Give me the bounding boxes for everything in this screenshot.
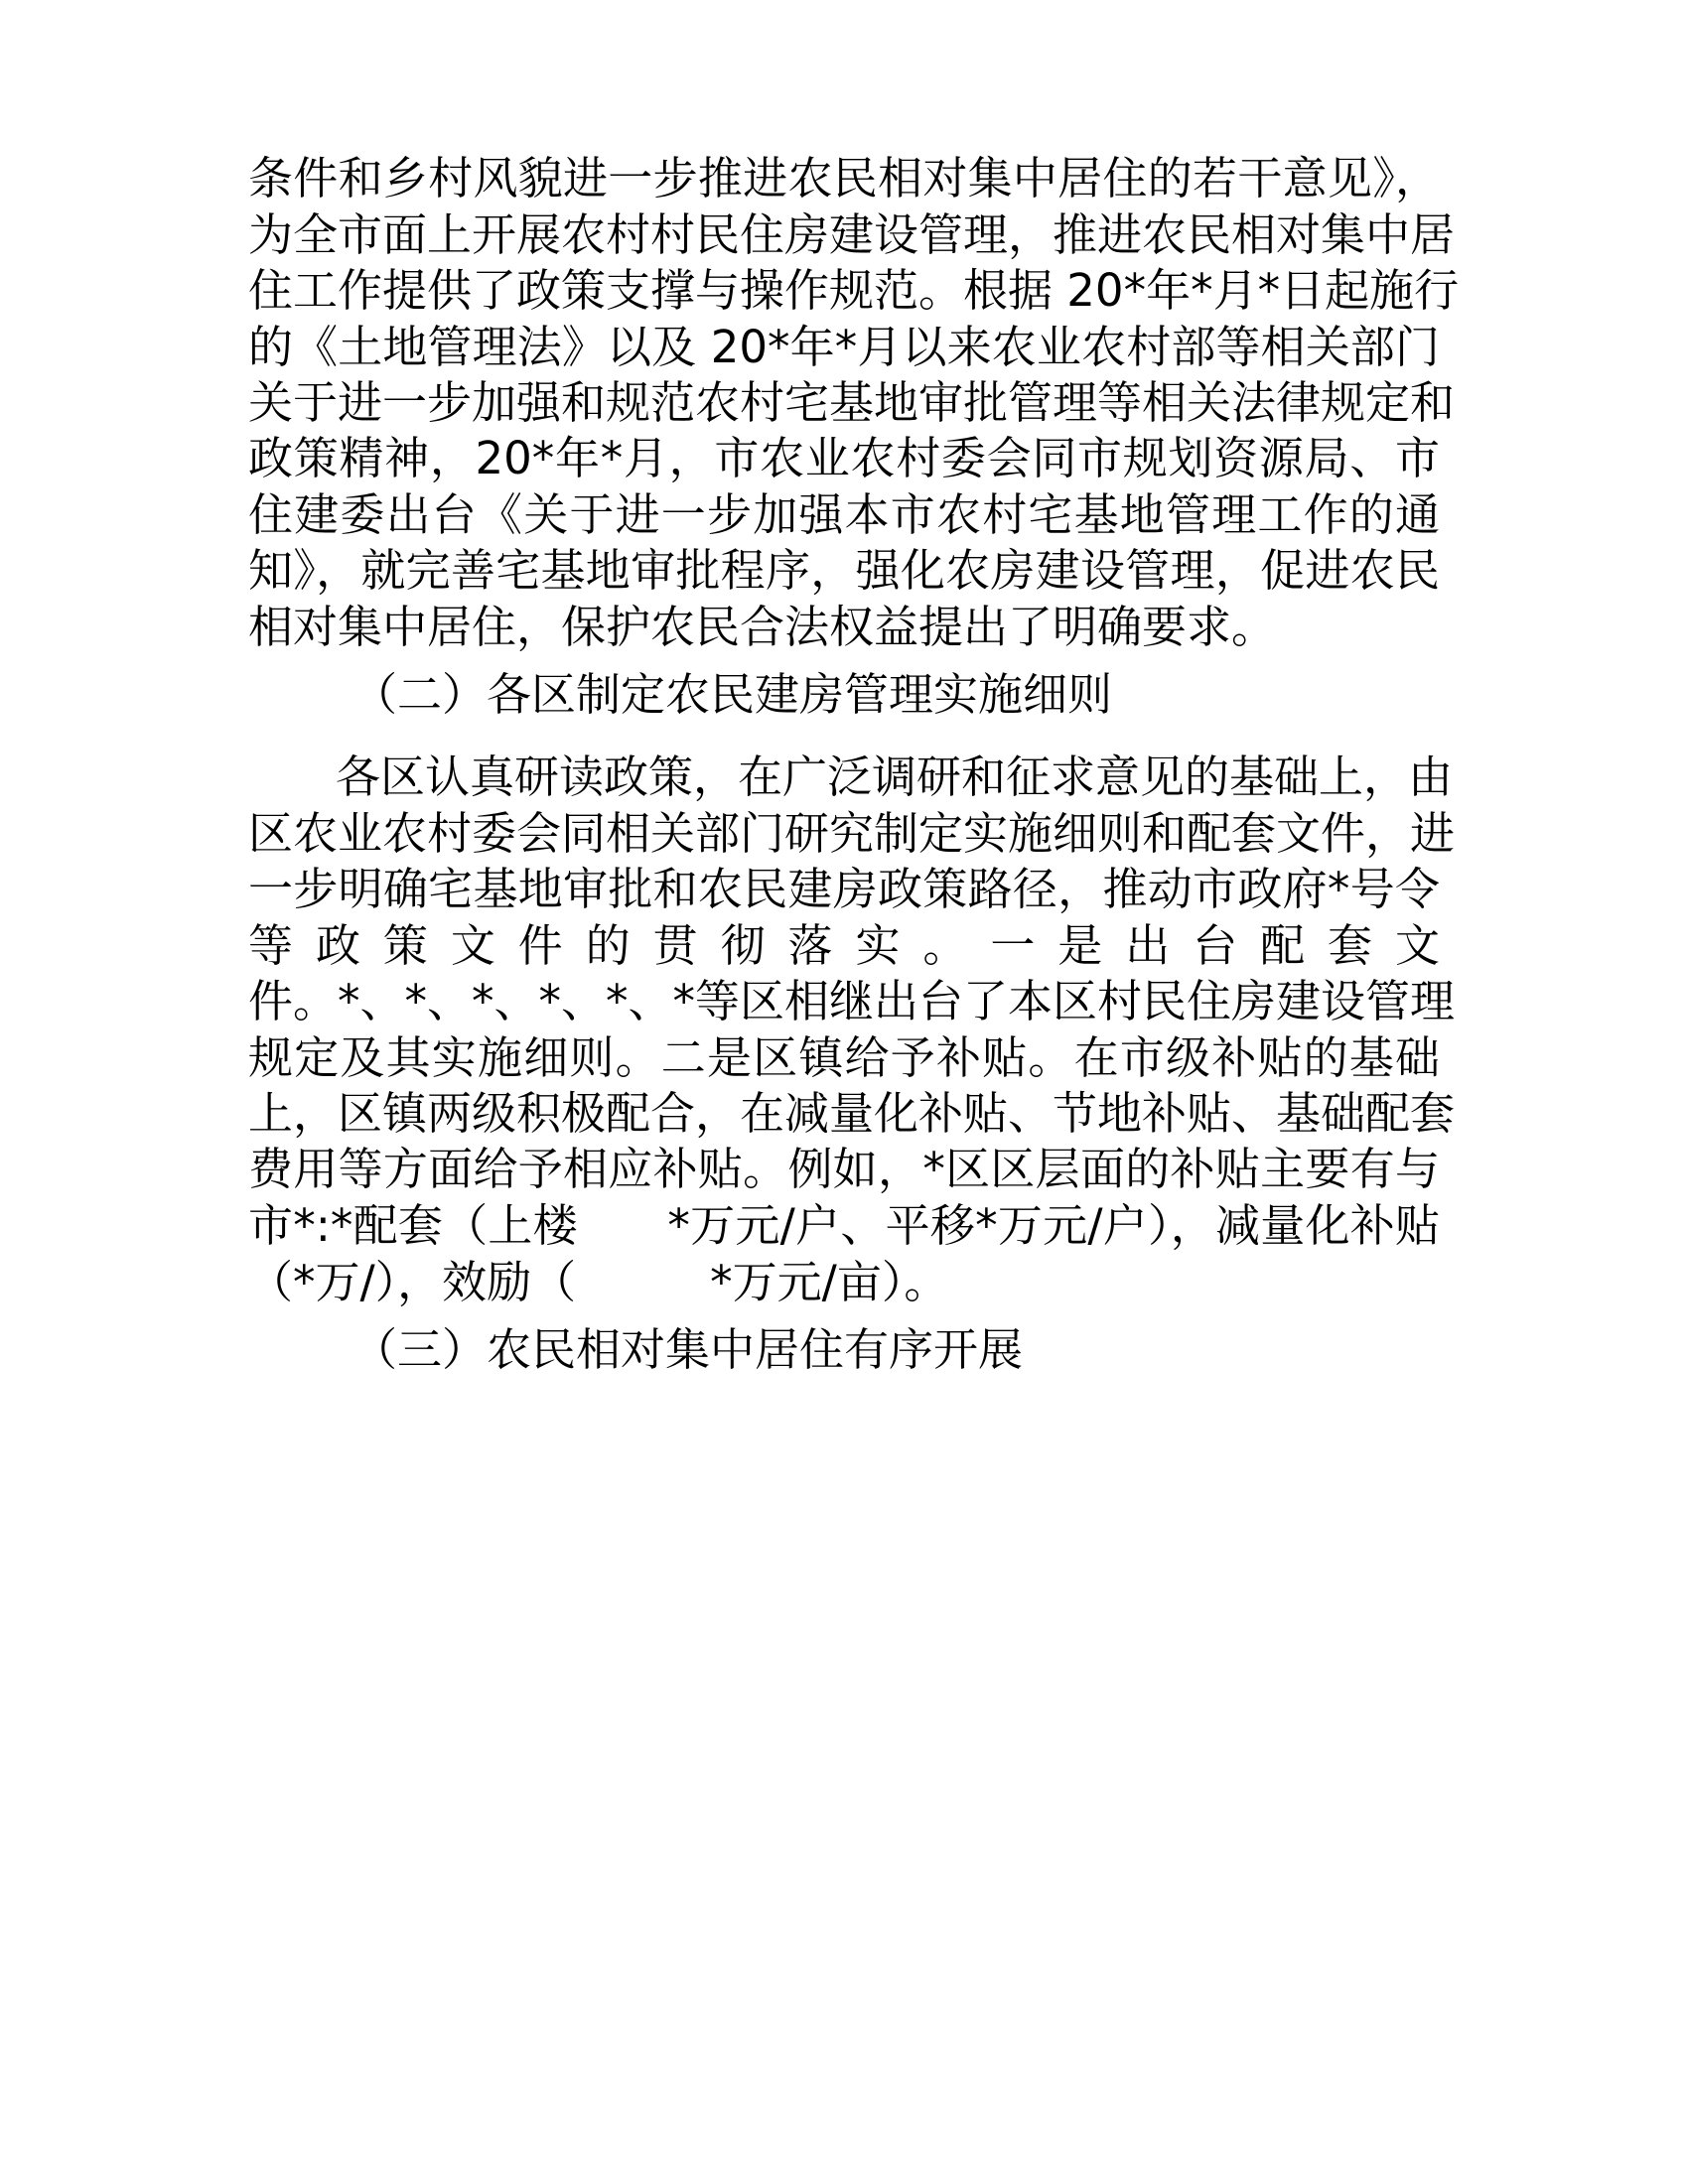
paragraph-2-line-4: 等 政 策 文 件 的 贯 彻 落 实 。 一 是 出 台 配 套 文 bbox=[248, 919, 1440, 972]
paragraph-2-line-8: 费用等方面给予相应补贴。例如，*区区层面的补贴主要有与 bbox=[248, 1143, 1440, 1195]
paragraph-2-line-9: 市*:*配套（上楼 *万元/户、平移*万元/户），减量化补贴 bbox=[248, 1199, 1440, 1252]
paragraph-1-line-4: 的《土地管理法》以及 20*年*月以来农业农村部等相关部门 bbox=[248, 321, 1440, 373]
paragraph-1-line-7: 住建委出台《关于进一步加强本市农村宅基地管理工作的通 bbox=[248, 488, 1440, 541]
paragraph-2-line-5: 件。*、*、*、*、*、*等区相继出台了本区村民住房建设管理 bbox=[248, 975, 1456, 1027]
paragraph-2-line-1: 各区认真研读政策，在广泛调研和征求意见的基础上，由 bbox=[336, 751, 1454, 803]
paragraph-2-line-10: （*万/），效励（ *万元/亩）。 bbox=[248, 1256, 949, 1308]
paragraph-1-line-2: 为全市面上开展农村村民住房建设管理，推进农民相对集中居 bbox=[248, 208, 1456, 261]
paragraph-2-line-2: 区农业农村委会同相关部门研究制定实施细则和配套文件，进 bbox=[248, 807, 1456, 860]
paragraph-1-line-9: 相对集中居住，保护农民合法权益提出了明确要求。 bbox=[248, 601, 1277, 653]
paragraph-1-line-5: 关于进一步加强和规范农村宅基地审批管理等相关法律规定和 bbox=[248, 376, 1456, 429]
paragraph-1-line-8: 知》，就完善宅基地审批程序，强化农房建设管理，促进农民 bbox=[248, 544, 1440, 597]
paragraph-2-line-6: 规定及其实施细则。二是区镇给予补贴。在市级补贴的基础 bbox=[248, 1031, 1440, 1084]
section-heading-2: （二）各区制定农民建房管理实施细则 bbox=[352, 668, 1113, 721]
paragraph-1-line-1: 条件和乡村风貌进一步推进农民相对集中居住的若干意见》， bbox=[248, 152, 1440, 205]
paragraph-1-line-3: 住工作提供了政策支撑与操作规范。根据 20*年*月*日起施行 bbox=[248, 264, 1460, 317]
paragraph-1-line-6: 政策精神，20*年*月，市农业农村委会同市规划资源局、市 bbox=[248, 432, 1440, 484]
section-heading-3: （三）农民相对集中居住有序开展 bbox=[352, 1323, 1024, 1376]
paragraph-2-line-3: 一步明确宅基地审批和农民建房政策路径，推动市政府*号令 bbox=[248, 863, 1440, 915]
paragraph-2-line-7: 上，区镇两级积极配合，在减量化补贴、节地补贴、基础配套 bbox=[248, 1087, 1456, 1140]
